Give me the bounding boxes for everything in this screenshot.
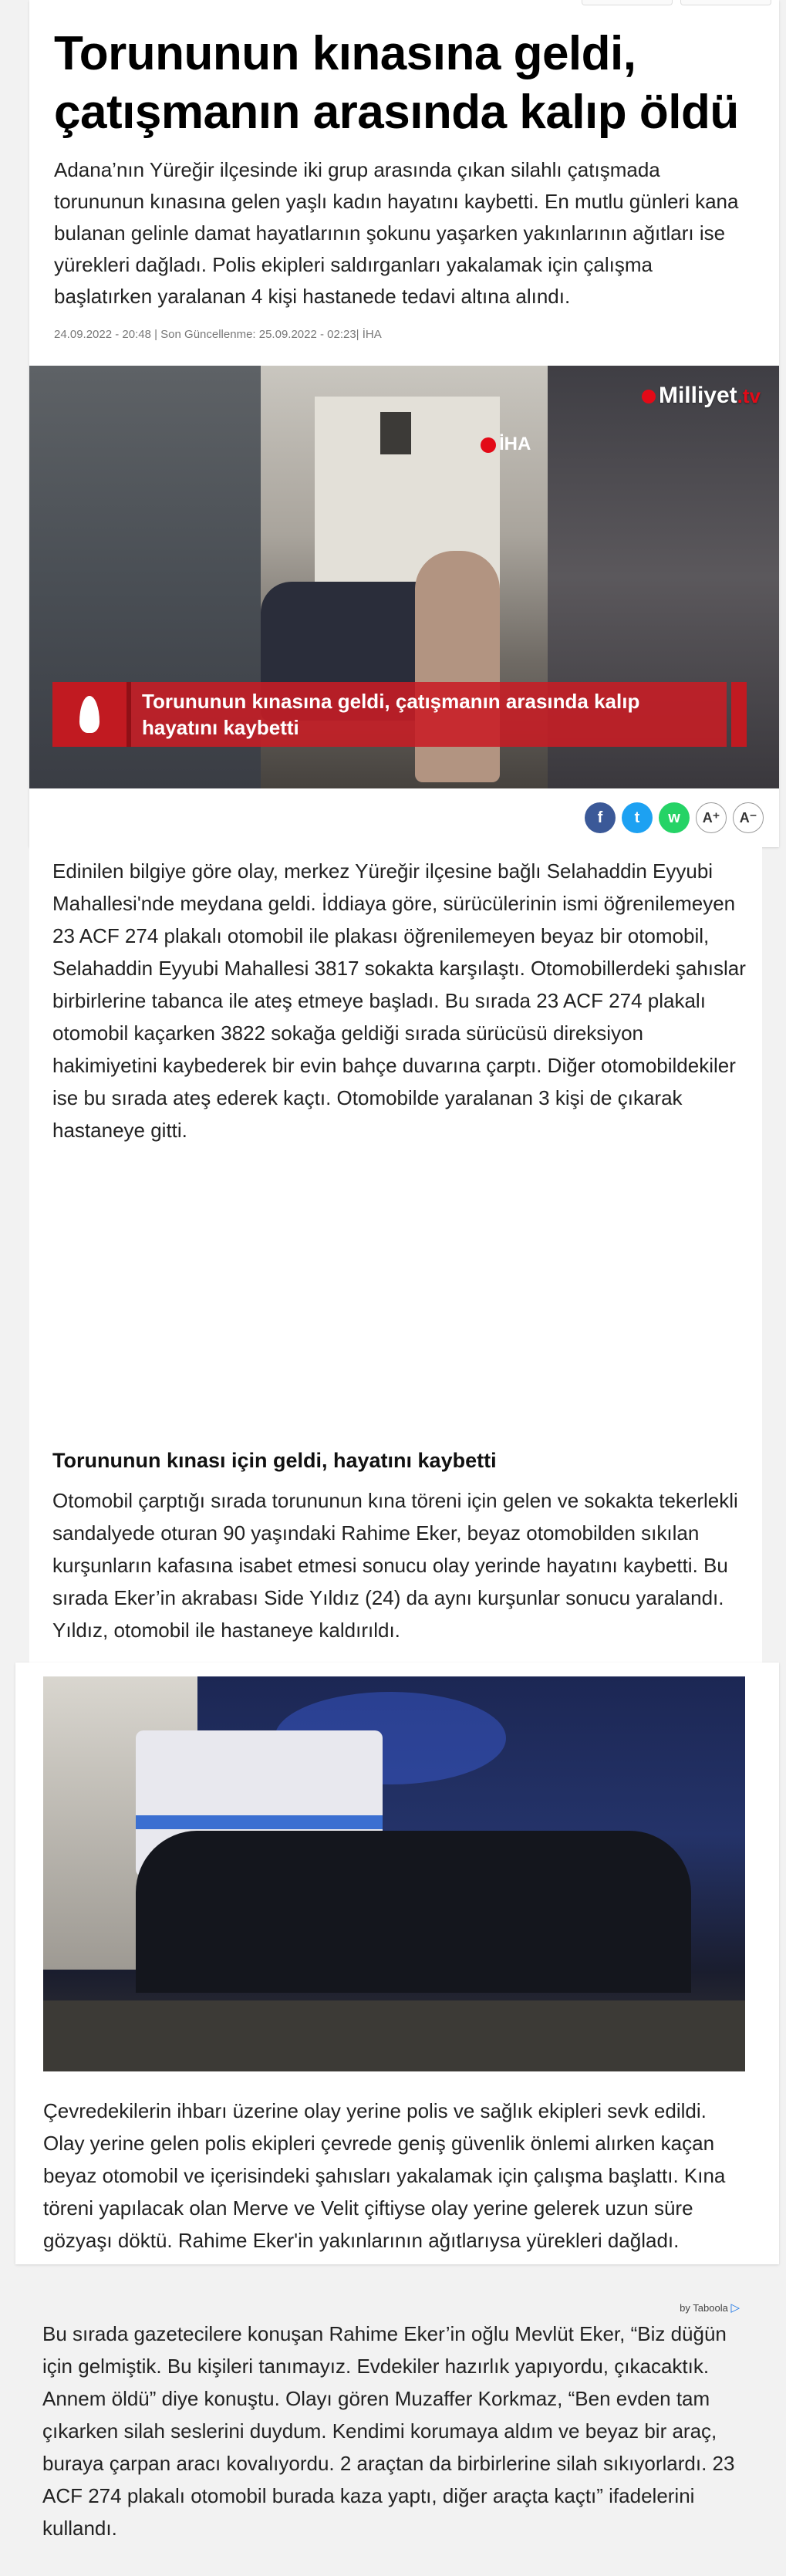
whatsapp-share-icon[interactable]: w [659,802,690,833]
body-paragraph-1: Edinilen bilgiye göre olay, merkez Yüreğir ilçesine bağlı Selahaddin Eyyubi Mahallesi'nde meydana geldi. İddiaya göre, sürücülerinin ismi öğrenilemeyen 23 ACF 274 plakalı otomobil ile plakası öğrenilemeyen beyaz bir otomobil, Selahaddin Eyyubi Mahallesi 3817 sokakta karşılaştı. Otomobillerdeki şahıslar birbirlerine tabanca ile ateş etmeye başladı. Bu sırada 23 ACF 274 plakalı otomobil kaçarken 3822 sokağa geldiği sırada sürücüsü direksiyon hakimiyetini kaybederek bir evin bahçe duvarına çarptı. Diğer otomobildekiler ise bu sırada ateş ederek kaçtı. Otomobilde yaralanan 3 kişi de çıkarak hastaneye gitti. [52,859,746,1142]
incident-photo [43,1676,745,2071]
agency-dot-icon [481,437,496,453]
body-paragraph-4: Bu sırada gazetecilere konuşan Rahime Eker’in oğlu Mevlüt Eker, “Biz düğün için gelmiştik. Bu kişileri tanımayız. Evdekiler hazırlık yapıyordu, çıkacaktık. Annem öldü” diye konuştu. Olayı gören Muzaffer Korkmaz, “Ben evden tam çıkarken silah seslerini duydum. Kendimi korumaya aldım ve beyaz bir araç, buraya çarpan aracı kovalıyordu. 2 araçtan da birbirlerine silah sıkıyorlardı. 23 ACF 274 plakalı otomobil burada kaza yaptı, diğer araçta kaçtı” ifadelerini kullandı. [42,2322,735,2540]
video-player[interactable] [29,366,779,788]
article-body-card [29,847,762,1666]
article-title: Torununun kınasına geldi, çatışmanın arasında kalıp öldü [54,27,739,139]
article-image-card [15,1663,779,2264]
crowd-shape [136,1831,691,1993]
font-increase-button[interactable]: A⁺ [696,802,727,833]
window-shape [380,412,411,454]
article-lead: Adana’nın Yüreğir ilçesinde iki grup arasında çıkan silahlı çatışmada torununun kınasına gelen yaşlı kadın hayatını kaybetti. En mutlu günleri kana bulanan gelinle damat hayatlarının şokunu yaşarken yakınlarının ağıtları ise yürekleri dağladı. Polis ekipleri saldırganları yakalamak için çalışma başlatırken yaralanan 4 kişi hastanede tedavi altına alındı. [54,158,739,308]
font-decrease-button[interactable]: A⁻ [733,802,764,833]
taboola-label[interactable]: by Taboola ▷ [680,2301,740,2314]
video-caption-bar [52,682,747,747]
person-shape [415,551,500,782]
flame-logo [52,682,127,747]
agency-logo: İHA [481,434,531,455]
article-meta: 24.09.2022 - 20:48 | Son Güncellenme: 25.09.2022 - 02:23| İHA [54,328,382,341]
body-subheading: Torununun kınası için geldi, hayatını kaybetti [52,1449,497,1472]
facebook-share-icon[interactable]: f [585,802,616,833]
body-paragraph-2: Otomobil çarptığı sırada torununun kına töreni için gelen ve sokakta tekerlekli sandalyede oturan 90 yaşındaki Rahime Eker, beyaz otomobilden sıkılan kurşunların kafasına isabet etmesi sonucu olay yerinde hayatını kaybetti. Bu sırada Eker’in akrabası Side Yıldız (24) da aynı kurşunlar sonucu yaralandı. Yıldız, otomobil ile hastaneye kaldırıldı. [52,1489,738,1642]
taboola-icon: ▷ [730,2301,740,2314]
toolbar-button[interactable] [680,0,771,5]
body-paragraph-3: Çevredekilerin ihbarı üzerine olay yerine polis ve sağlık ekipleri sevk edildi. Olay yerine gelen polis ekipleri çevrede geniş güvenlik önlemi alırken kaçan beyaz otomobil ve içerisindeki şahısları yakalamak için çalışma başlattı. Kına töreni yapılacak olan Merve ve Velit çiftiyse olay yerine gelerek uzun süre gözyaşı döktü. Rahime Eker'in yakınlarının ağıtlarıysa yürekleri dağladı. [43,2099,726,2252]
toolbar-button[interactable] [582,0,673,5]
video-caption: Torununun kınasına geldi, çatışmanın arasında kalıp hayatını kaybetti [127,682,727,747]
brand-logo: Milliyet.tv [642,383,761,409]
share-bar [585,802,764,833]
article-header-card [29,0,779,847]
brand-dot-icon [642,390,656,403]
twitter-share-icon[interactable]: t [622,802,653,833]
flame-icon [79,696,100,733]
caption-end-block [731,682,747,747]
top-toolbar [582,0,771,5]
